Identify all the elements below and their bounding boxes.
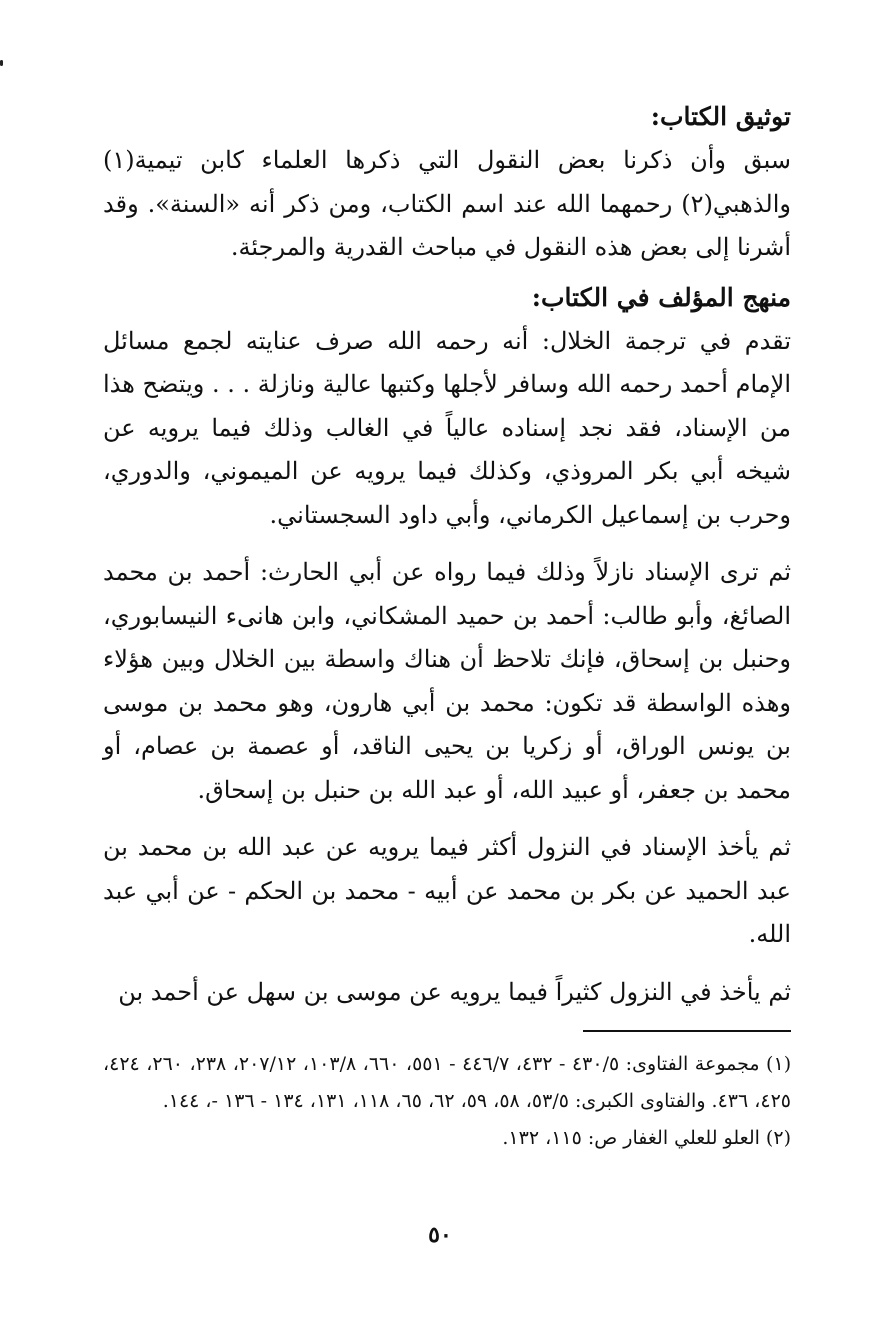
footnote-2: (٢) العلو للعلي الغفار ص: ١١٥، ١٣٢. [502, 1127, 791, 1149]
section-heading-documentation: توثيق الكتاب: [650, 102, 791, 131]
paragraph-method-4: ثم يأخذ في النزول كثيراً فيما يرويه عن موسى بن سهل عن أحمد بن [118, 977, 791, 1006]
paragraph-method-3: ثم يأخذ الإسناد في النزول أكثر فيما يرويه عن عبد الله بن محمد بن عبد الحميد عن بكر بن محمد عن أبيه - محمد بن الحكم - عن أبي عبد الله. [103, 833, 791, 948]
footnote-divider [583, 1030, 791, 1032]
scan-mark [0, 60, 3, 66]
page-number: ٥٠ [428, 1222, 452, 1248]
page-body [103, 95, 791, 1014]
footnotes [103, 1030, 791, 1157]
footnote-1: (١) مجموعة الفتاوى: ٤٣٠/٥ - ٤٣٢، ٤٤٦/٧ - ٥٥١، ٦٦٠، ١٠٣/٨، ٢٠٧/١٢، ٢٣٨، ٢٦٠، ٤٢٤، ٤٢٥، ٤٣٦. والفتاوى الكبرى: ٥٣/٥، ٥٨، ٥٩، ٦٢، ٦٥، ١١٨، ١٣١، ١٣٤ - ١٣٦ -، ١٤٤. [103, 1053, 792, 1112]
paragraph-documentation: سبق وأن ذكرنا بعض النقول التي ذكرها العلماء كابن تيمية(١) والذهبي(٢) رحمهما الله عند اسم الكتاب، ومن ذكر أنه «السنة». وقد أشرنا إلى بعض هذه النقول في مباحث القدرية والمرجئة. [103, 146, 791, 261]
paragraph-method-1: تقدم في ترجمة الخلال: أنه رحمه الله صرف عنايته لجمع مسائل الإمام أحمد رحمه الله وسافر لأجلها وكتبها عالية ونازلة . . . ويتضح هذا من الإسناد، فقد نجد إسناده عالياً في الغالب وذلك فيما يرويه عن شيخه أبي بكر المروذي، وكذلك فيما يرويه عن الميموني، والدوري، وحرب بن إسماعيل الكرماني، وأبي داود السجستاني. [103, 326, 791, 529]
paragraph-method-2: ثم ترى الإسناد نازلاً وذلك فيما رواه عن أبي الحارث: أحمد بن محمد الصائغ، وأبو طالب: أحمد بن حميد المشكاني، وابن هانىء النيسابوري، وحنبل بن إسحاق، فإنك تلاحظ أن هناك واسطة بين الخلال وبين هؤلاء وهذه الواسطة قد تكون: محمد بن أبي هارون، وهو محمد بن موسى بن يونس الوراق، أو زكريا بن يحيى الناقد، أو عصمة بن عصام، أو محمد بن جعفر، أو عبيد الله، أو عبد الله بن حنبل بن إسحاق. [103, 558, 791, 804]
section-heading-method: منهج المؤلف في الكتاب: [531, 282, 791, 312]
